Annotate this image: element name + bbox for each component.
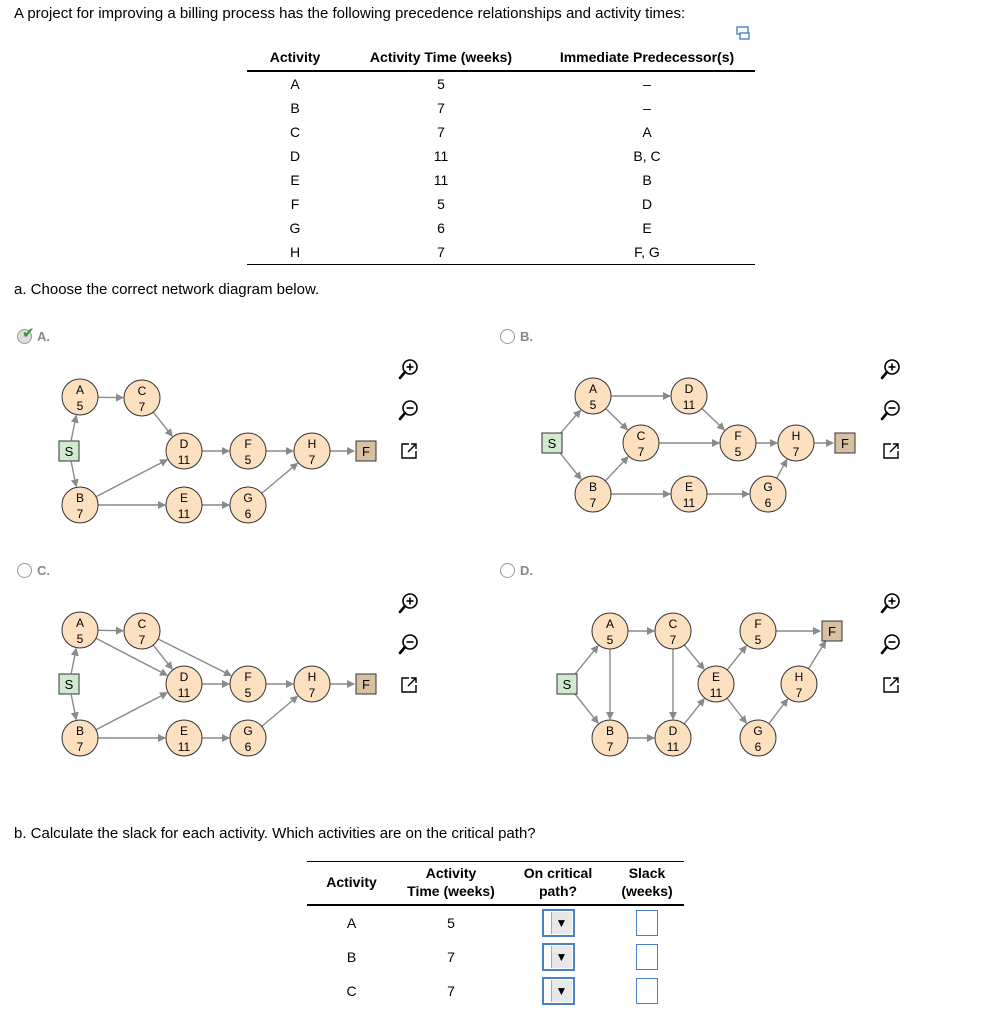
- cell: A: [290, 76, 300, 92]
- cell: 7: [437, 100, 445, 116]
- cell: 5: [437, 76, 445, 92]
- node-label: F: [362, 444, 370, 459]
- node-label: F: [841, 436, 849, 451]
- edge-S-B: [574, 693, 598, 724]
- expand-icon[interactable]: [396, 672, 422, 698]
- node-label: F: [828, 624, 836, 639]
- node-label: B: [605, 724, 615, 738]
- node-label: C: [668, 617, 678, 631]
- cell: 7: [343, 240, 539, 265]
- node-label: E: [179, 724, 189, 738]
- node-label: S: [64, 677, 74, 692]
- node-time: 11: [666, 740, 680, 754]
- table-row: [307, 905, 684, 940]
- node-label: B: [75, 491, 85, 505]
- node-time: 11: [177, 507, 191, 521]
- node-time: 5: [754, 633, 762, 647]
- node-time: 11: [177, 686, 191, 700]
- edge-E-F: [727, 646, 746, 670]
- node-time: 5: [606, 633, 614, 647]
- critical-dropdown-a[interactable]: [542, 909, 575, 937]
- cell: 7: [437, 124, 445, 140]
- slack-input-a[interactable]: [636, 910, 658, 936]
- node-time: 11: [709, 686, 723, 700]
- node-a: [592, 613, 628, 649]
- node-label: B: [588, 480, 598, 494]
- cell: 5: [437, 196, 445, 212]
- node-label: D: [684, 382, 694, 396]
- cell: 11: [433, 172, 449, 188]
- cell: –: [643, 100, 651, 116]
- node-label: A: [605, 617, 615, 631]
- edge-D-E: [684, 699, 704, 724]
- cell: B: [642, 172, 652, 188]
- node-label: H: [307, 670, 317, 684]
- node-time: 6: [764, 496, 772, 510]
- cell: D: [289, 148, 301, 164]
- node-time: 7: [138, 400, 146, 414]
- node-time: 7: [138, 633, 146, 647]
- intro-text: A project for improving a billing process has the following precedence relationships and activity times:: [14, 5, 686, 22]
- node-label: S: [64, 444, 74, 459]
- edge-H-Fin: [809, 641, 826, 669]
- zoom-out-icon[interactable]: [396, 631, 422, 657]
- node-time: 7: [637, 445, 645, 459]
- node-label: F: [734, 429, 742, 443]
- node-label: F: [362, 677, 370, 692]
- zoom-in-icon[interactable]: [878, 356, 904, 382]
- node-time: 7: [589, 496, 597, 510]
- node-label: D: [179, 670, 189, 684]
- col-activity-time: [396, 862, 506, 906]
- zoom-out-icon[interactable]: [396, 397, 422, 423]
- node-time: 7: [795, 686, 803, 700]
- cell-time: 5: [447, 915, 455, 931]
- node-label: D: [668, 724, 678, 738]
- expand-icon[interactable]: [878, 672, 904, 698]
- part-b-question: b. Calculate the slack for each activity. Which activities are on the critical path?: [14, 825, 536, 842]
- header-line: (weeks): [621, 883, 673, 899]
- part-a-question: a. Choose the correct network diagram below.: [14, 281, 320, 298]
- node-label: G: [753, 724, 763, 738]
- cell-activity: C: [346, 983, 357, 999]
- cell: E: [290, 172, 300, 188]
- cell: –: [643, 76, 651, 92]
- cell: F: [290, 196, 300, 212]
- node-label: F: [754, 617, 762, 631]
- header-line: Activity: [425, 865, 477, 881]
- node-label: E: [684, 480, 694, 494]
- node-label: D: [179, 437, 189, 451]
- cell-time: 7: [447, 949, 455, 965]
- col-activity: Activity: [247, 46, 343, 71]
- cell: H: [247, 240, 343, 265]
- node-fin: [822, 621, 842, 641]
- node-label: C: [636, 429, 646, 443]
- node-time: 6: [244, 740, 252, 754]
- node-e: [698, 666, 734, 702]
- node-label: E: [711, 670, 721, 684]
- cell: A: [642, 124, 652, 140]
- cell: C: [289, 124, 301, 140]
- zoom-out-icon[interactable]: [878, 397, 904, 423]
- node-label: H: [794, 670, 804, 684]
- cell: B, C: [633, 148, 661, 164]
- table-row: [307, 940, 684, 974]
- expand-icon[interactable]: [878, 438, 904, 464]
- edge-S-A: [574, 646, 598, 676]
- table-row: [307, 974, 684, 1008]
- node-time: 5: [76, 399, 84, 413]
- node-time: 7: [606, 740, 614, 754]
- zoom-in-icon[interactable]: [878, 590, 904, 616]
- edge-C-E: [684, 645, 704, 669]
- node-time: 7: [76, 740, 84, 754]
- critical-dropdown-c[interactable]: [542, 977, 575, 1005]
- cell: E: [642, 220, 652, 236]
- node-c: [655, 613, 691, 649]
- node-s: [557, 674, 577, 694]
- node-g: [740, 720, 776, 756]
- zoom-in-icon[interactable]: [396, 356, 422, 382]
- expand-icon[interactable]: [396, 438, 422, 464]
- node-label: E: [179, 491, 189, 505]
- cell: 6: [437, 220, 445, 236]
- node-time: 5: [244, 686, 252, 700]
- cell: F, G: [539, 240, 755, 265]
- node-h: [781, 666, 817, 702]
- check-icon: ✔: [22, 325, 35, 342]
- node-label: H: [791, 429, 801, 443]
- edge-G-H: [769, 699, 788, 724]
- node-label: A: [75, 383, 85, 397]
- col-critical: [506, 862, 610, 906]
- node-label: C: [137, 617, 147, 631]
- slack-input-c[interactable]: [636, 978, 658, 1004]
- node-f: [740, 613, 776, 649]
- node-d: [655, 720, 691, 756]
- node-time: 5: [76, 632, 84, 646]
- chevron-down-icon: ▼: [551, 980, 572, 1002]
- header-line: Time (weeks): [407, 883, 495, 899]
- slack-input-b[interactable]: [636, 944, 658, 970]
- node-label: F: [244, 670, 252, 684]
- header-line: path?: [538, 883, 578, 899]
- critical-dropdown-b[interactable]: [542, 943, 575, 971]
- zoom-in-icon[interactable]: [396, 590, 422, 616]
- node-time: 7: [308, 453, 316, 467]
- node-time: 7: [76, 507, 84, 521]
- node-label: G: [243, 724, 253, 738]
- cell: D: [641, 196, 653, 212]
- header-line: On critical: [523, 865, 593, 881]
- option-c-label: C.: [37, 563, 50, 578]
- node-time: 5: [734, 445, 742, 459]
- node-label: G: [243, 491, 253, 505]
- node-label: G: [763, 480, 773, 494]
- cell: G: [289, 220, 301, 236]
- node-time: 11: [177, 740, 191, 754]
- node-label: F: [244, 437, 252, 451]
- col-activity: Activity: [307, 862, 396, 906]
- option-b-label: B.: [520, 329, 533, 344]
- cell-activity: A: [346, 915, 357, 931]
- cell: B: [290, 100, 300, 116]
- chevron-down-icon: ▼: [551, 946, 572, 968]
- node-time: 5: [589, 398, 597, 412]
- zoom-out-icon[interactable]: [878, 631, 904, 657]
- slack-table: [307, 861, 684, 1008]
- cell-time: 7: [447, 983, 455, 999]
- edge-E-G: [727, 698, 746, 723]
- col-slack: [610, 862, 684, 906]
- node-time: 5: [244, 453, 252, 467]
- col-predecessors: Immediate Predecessor(s): [539, 46, 755, 71]
- cell: 11: [433, 148, 449, 164]
- node-label: B: [75, 724, 85, 738]
- node-time: 6: [754, 740, 762, 754]
- node-time: 11: [177, 453, 191, 467]
- node-time: 6: [244, 507, 252, 521]
- node-time: 11: [682, 496, 696, 510]
- node-b: [592, 720, 628, 756]
- node-time: 7: [308, 686, 316, 700]
- node-time: 7: [669, 633, 677, 647]
- node-label: C: [137, 384, 147, 398]
- cell-activity: B: [346, 949, 357, 965]
- node-label: S: [562, 677, 572, 692]
- option-a-label: A.: [37, 329, 50, 344]
- node-label: A: [75, 616, 85, 630]
- header-line: Slack: [628, 865, 666, 881]
- chevron-down-icon: ▼: [551, 912, 572, 934]
- node-label: A: [588, 382, 598, 396]
- option-d-label: D.: [520, 563, 533, 578]
- node-label: H: [307, 437, 317, 451]
- col-activity-time: Activity Time (weeks): [343, 46, 539, 71]
- node-time: 11: [682, 398, 696, 412]
- node-label: S: [547, 436, 557, 451]
- node-time: 7: [792, 445, 800, 459]
